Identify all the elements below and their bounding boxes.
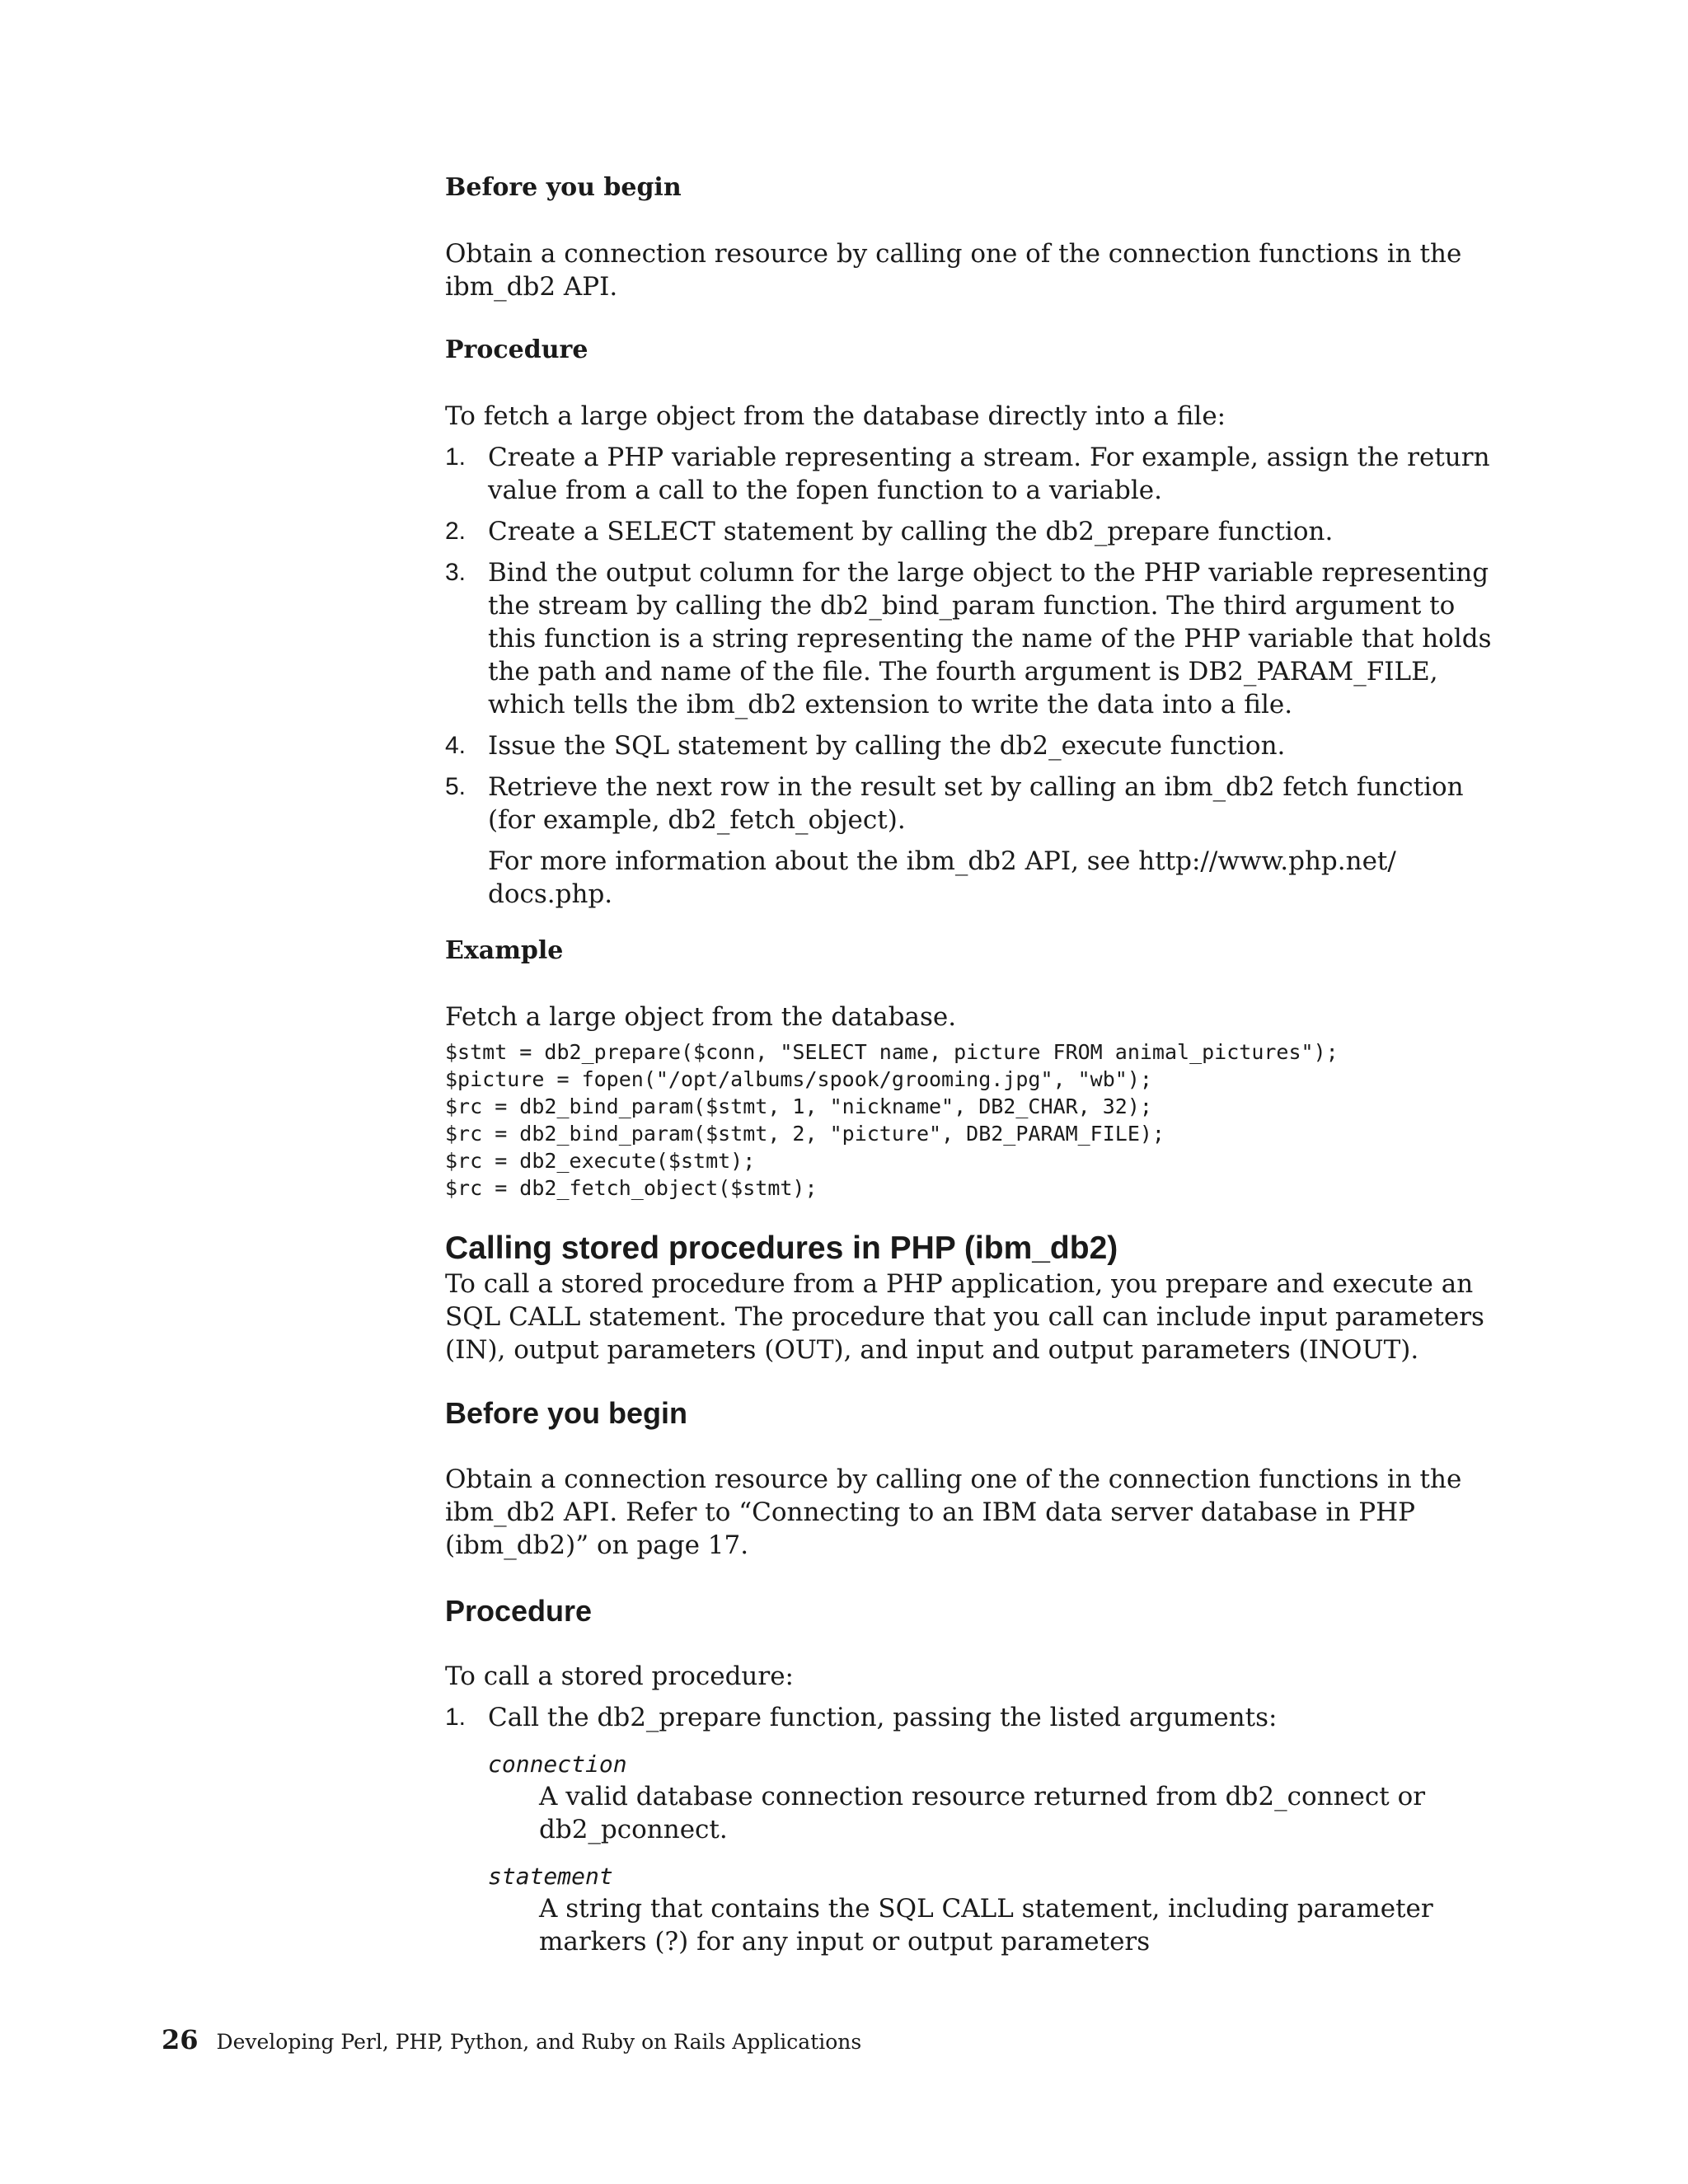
step-text: Issue the SQL statement by calling the db2_execute function. xyxy=(488,731,1286,761)
section1-example-body xyxy=(445,1001,1500,1202)
code-line: $rc = db2_bind_param($stmt, 1, "nickname", DB2_CHAR, 32); xyxy=(445,1094,1152,1118)
step-text: Create a PHP variable representing a stream. For example, assign the return value from a call to the fopen function to a variable. xyxy=(488,443,1490,505)
step-text: Retrieve the next row in the result set by calling an ibm_db2 fetch function (for example, db2_fetch_object). xyxy=(488,772,1464,835)
before-heading: Before you begin xyxy=(445,173,682,202)
procedure-intro: To call a stored procedure: xyxy=(445,1661,794,1691)
page-footer xyxy=(162,2024,861,2055)
step-number: 5. xyxy=(445,773,467,800)
argument-list xyxy=(445,1749,1500,1958)
list-item xyxy=(445,441,1500,507)
page-number: 26 xyxy=(162,2024,199,2055)
code-block xyxy=(445,1038,1500,1202)
example-heading: Example xyxy=(445,936,564,965)
step-text: Call the db2_prepare function, passing the listed arguments: xyxy=(488,1703,1278,1732)
section-title: Calling stored procedures in PHP (ibm_db2) xyxy=(445,1230,1118,1266)
list-item xyxy=(445,515,1500,548)
book-title: Developing Perl, PHP, Python, and Ruby on Rails Applications xyxy=(216,2030,862,2054)
section1-procedure-body xyxy=(445,400,1500,919)
step-number: 3. xyxy=(445,559,467,586)
section2-before xyxy=(445,1395,1500,1432)
section2-procedure-body xyxy=(445,1660,1500,1973)
code-line: $rc = db2_bind_param($stmt, 2, "picture", DB2_PARAM_FILE); xyxy=(445,1122,1165,1146)
procedure-steps xyxy=(445,441,1500,911)
before-text: Obtain a connection resource by calling one of the connection functions in the ibm_db2 API. xyxy=(445,239,1462,302)
step-number: 1. xyxy=(445,443,467,471)
step-number: 1. xyxy=(445,1704,467,1731)
section1-example xyxy=(445,935,1500,968)
step-number: 4. xyxy=(445,732,467,759)
step-text: Create a SELECT statement by calling the db2_prepare function. xyxy=(488,517,1334,546)
section2 xyxy=(445,1230,1500,1366)
step-text: Bind the output column for the large object to the PHP variable representing the stream by calling the db2_bind_param function. The third argument to this function is a string representing the name of the PHP variable that holds the path and name of the file. The fourth argument is DB2_PARAM_FILE, which tells the ibm_db2 extension to write the data into a file. xyxy=(488,558,1492,719)
section1-before-body xyxy=(445,237,1500,303)
section1-before xyxy=(445,171,1500,204)
step-number: 2. xyxy=(445,518,467,545)
argument-definition: A valid database connection resource returned from db2_connect or db2_pconnect. xyxy=(539,1782,1426,1844)
list-item xyxy=(445,556,1500,721)
before-heading: Before you begin xyxy=(445,1396,688,1430)
code-line: $stmt = db2_prepare($conn, "SELECT name, picture FROM animal_pictures"); xyxy=(445,1040,1339,1064)
example-text: Fetch a large object from the database. xyxy=(445,1002,957,1032)
section-intro: To call a stored procedure from a PHP application, you prepare and execute an SQL CALL statement. The procedure that you call can include input parameters (IN), output parameters (OUT), and input and output parameters (INOUT). xyxy=(445,1269,1484,1365)
list-item xyxy=(445,1701,1500,1734)
list-item xyxy=(445,729,1500,762)
argument-term: statement xyxy=(488,1863,613,1890)
code-line: $picture = fopen("/opt/albums/spook/grooming.jpg", "wb"); xyxy=(445,1067,1152,1091)
procedure-heading: Procedure xyxy=(445,335,588,364)
section2-procedure xyxy=(445,1593,1500,1629)
section2-before-body xyxy=(445,1463,1500,1562)
procedure-intro: To fetch a large object from the database directly into a file: xyxy=(445,401,1226,431)
argument-term: connection xyxy=(488,1750,627,1778)
section1-procedure xyxy=(445,334,1500,367)
procedure-steps xyxy=(445,1701,1500,1734)
code-line: $rc = db2_execute($stmt); xyxy=(445,1149,756,1173)
argument-definition: A string that contains the SQL CALL statement, including parameter markers (?) for any input or output parameters xyxy=(539,1894,1433,1957)
list-item xyxy=(445,771,1500,911)
code-line: $rc = db2_fetch_object($stmt); xyxy=(445,1176,818,1200)
step5-note: For more information about the ibm_db2 API, see http://www.php.net/ docs.php. xyxy=(488,846,1396,909)
procedure-heading: Procedure xyxy=(445,1594,593,1628)
before-text: Obtain a connection resource by calling one of the connection functions in the ibm_db2 API. Refer to “Connecting to an IBM data server database in PHP (ibm_db2)” on page 17. xyxy=(445,1465,1462,1560)
